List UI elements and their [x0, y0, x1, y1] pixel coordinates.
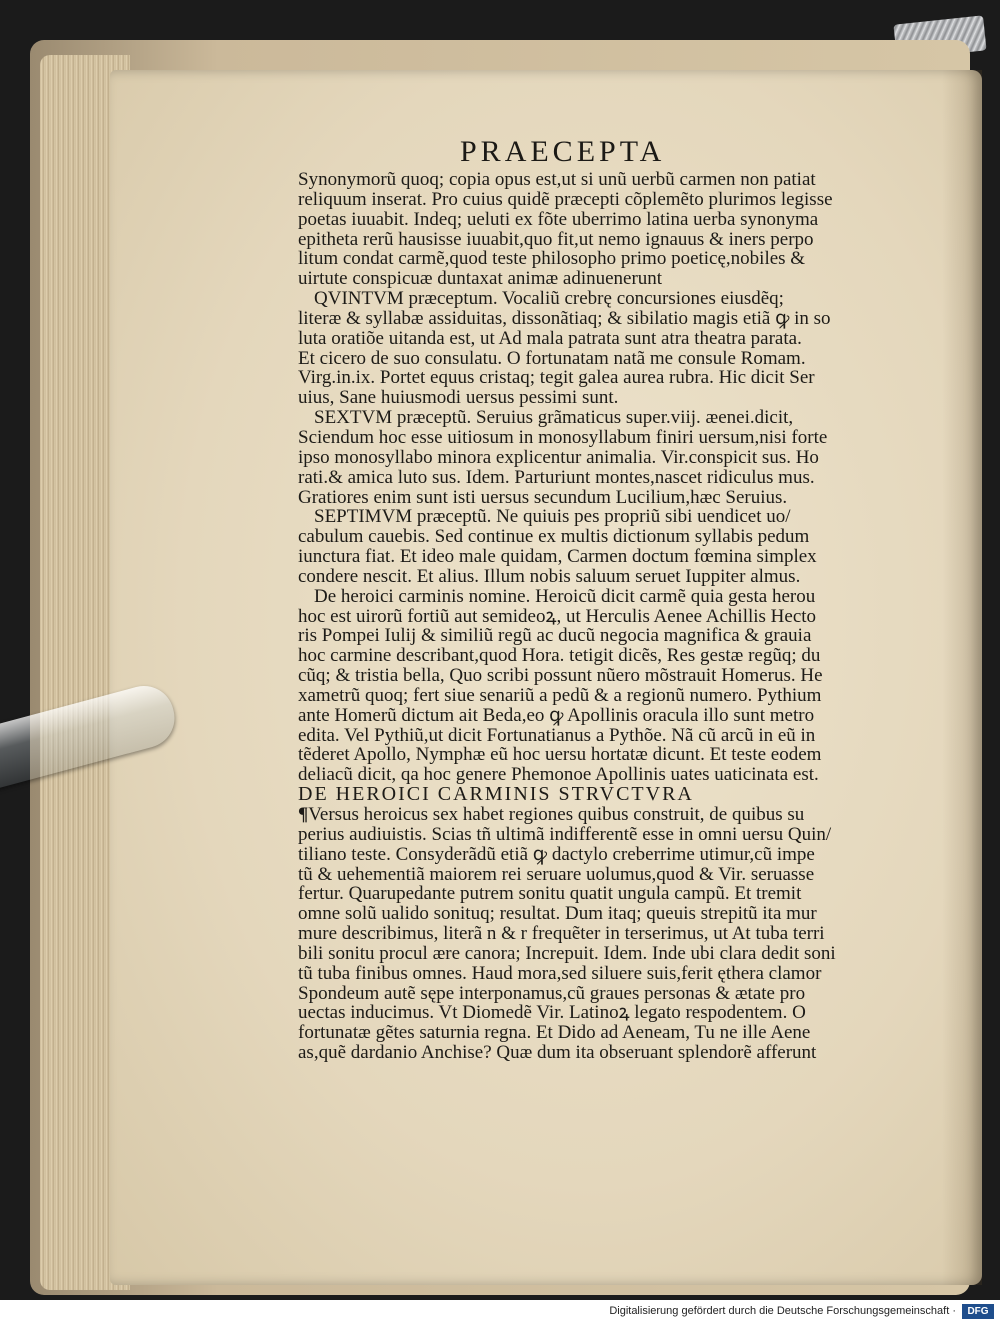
text-line: deliacũ dicit, qa hoc genere Phemonoe Apollinis uates uaticinata est.: [298, 765, 819, 786]
footer-credit: Digitalisierung gefördert durch die Deutsche Forschungsgemeinschaft ·: [609, 1305, 956, 1317]
section-text-line: [298, 944, 918, 964]
section-text-line: [298, 904, 918, 924]
section-line-text: bili sonitu procul ære canora; Increpuit. Idem. Inde ubi clara dedit soni: [298, 943, 836, 964]
text-line: Virg.in.ix. Portet equus cristaq; tegit galea aurea rubra. Hic dicit Ser: [298, 368, 815, 389]
text-line: SEXTVM præceptũ. Seruius grãmaticus super.viij. æenei.dicit,: [314, 408, 794, 428]
text-line: QVINTVM præceptum. Vocaliũ crebrę concursiones eiusdẽq;: [314, 289, 784, 309]
section-line-text: fertur. Quarupedante putrem sonitu quatit ungula campũ. Et tremit: [298, 884, 802, 905]
text-line: SEPTIMVM præceptũ. Ne quiuis pes propriũ sibi uendicet uo/: [314, 507, 791, 528]
text-line: tẽderet Apollo, Nymphæ eũ hoc uersu hortatæ dicunt. Et teste eodem: [298, 745, 822, 766]
text-line: poetas iuuabit. Indeq; ueluti ex fõte uberrimo latina uerba synonyma: [298, 209, 819, 230]
text-line: epitheta rerũ hausisse iuuabit,quo fit,ut nemo ignauus & iners perpo: [298, 229, 814, 250]
section-text-line: [298, 964, 918, 984]
running-head: PRAECEPTA: [460, 135, 666, 168]
section-line-text: uectas inducimus. Vt Diomedẽ Vir. Latinoꝝ legato respodentem. O: [298, 1003, 806, 1024]
text-line: condere nescit. Et alius. Illum nobis saluum seruet Iuppiter almus.: [298, 566, 801, 587]
section-line-text: tiliano teste. Consyderãdũ etiã ꝙ dactylo creberrime utimur,cũ impe: [298, 844, 815, 865]
text-line: Et cicero de suo consulatu. O fortunatam natã me consule Romam.: [298, 348, 806, 369]
body-paragraphs: [298, 170, 918, 785]
text-line: Sciendum hoc esse uitiosum in monosyllabum finiri uersum,nisi forte: [298, 427, 828, 448]
section-line-text: Spondeum autẽ sępe interponamus,cũ graues personas & ætate pro: [298, 983, 806, 1004]
spine-shadow: [942, 70, 982, 1285]
section-text-line: [298, 805, 918, 825]
text-line: Synonymorũ quoq; copia opus est,ut si unũ uerbũ carmen non patiat: [298, 170, 816, 190]
section-text-line: [298, 1043, 918, 1063]
section-text-line: [298, 924, 918, 944]
section-text-line: [298, 825, 918, 845]
text-line: uius, Sane huiusmodi uersus pessimi sunt.: [298, 388, 619, 409]
text-block: [298, 170, 918, 1063]
section-text-line: [298, 884, 918, 904]
text-line: cũq; & tristia bella, Quo scribi possunt nũero mõstrauit Homerus. He: [298, 666, 823, 686]
text-line: Gratiores enim sunt isti uersus secundum Lucilium,hæc Seruius.: [298, 487, 788, 508]
section-line-text: tũ & uehementiã maiorem rei seruare uolumus,quod & Vir. seruasse: [298, 864, 815, 885]
text-line: iunctura fiat. Et ideo male quidam, Carmen doctum fœmina simplex: [298, 547, 817, 567]
text-line: xametrũ quoq; fert siue senariũ a pedũ & a regionũ numero. Pythium: [298, 685, 822, 706]
section-text-line: [298, 1023, 918, 1043]
section-paragraphs: [298, 805, 918, 1063]
text-line: uirtute conspicuæ duntaxat animæ adinuenerunt: [298, 269, 663, 290]
section-heading: [298, 785, 918, 805]
section-text-line: [298, 845, 918, 865]
section-line-text: omne solũ ualido sonituq; resultat. Dum itaq; queuis strepitũ ita mur: [298, 904, 817, 925]
section-line-text: mure describimus, literã n & r frequẽter in terserimus, ut At tuba terri: [298, 924, 825, 944]
text-line: ipso monosyllabo minora explicentur animalia. Vir.conspicit sus. Ho: [298, 447, 819, 468]
text-line: reliquum inserat. Pro cuius quidẽ præcepti cõplemẽto plurimos legisse: [298, 189, 833, 210]
section-line-text: Versus heroicus sex habet regiones quibus construit, de quibus su: [308, 805, 805, 825]
section-line-text: tũ tuba finibus omnes. Haud mora,sed siluere suis,ferit ęthera clamor: [298, 963, 822, 984]
text-line: cabulum cauebis. Sed continue ex multis dictionum syllabis pedum: [298, 527, 810, 548]
text-line: ante Homerũ dictum ait Beda,eo ꝙ Apollinis oracula illo sunt metro: [298, 705, 815, 726]
text-line: luta oratiõe uitanda est, ut Ad mala patrata sunt atra theatra parata.: [298, 328, 802, 349]
section-line-text: as,quẽ dardanio Anchise? Quæ dum ita obseruant splendorẽ afferunt: [298, 1043, 817, 1063]
text-line: literæ & syllabæ assiduitas, dissonãtiaq; & sibilatio magis etiã ꝙ in so: [298, 308, 831, 329]
text-line: hoc carmine describant,quod Hora. tetigit dicẽs, Res gestæ regũq; du: [298, 646, 821, 667]
section-text-line: [298, 865, 918, 885]
text-line: ris Pompei Iulij & similiũ regũ ac ducũ negocia magnifica & grauia: [298, 626, 812, 647]
text-line: hoc est uirorũ fortiũ aut semideoꝝ, ut Herculis Aenee Achillis Hecto: [298, 606, 817, 627]
text-line: De heroici carminis nomine. Heroicũ dicit carmẽ quia gesta herou: [314, 586, 816, 607]
dfg-logo-icon: DFG: [962, 1304, 994, 1319]
footer-bar: [0, 1300, 1000, 1323]
section-heading-text: DE HEROICI CARMINIS STRVCTVRA: [298, 783, 694, 806]
text-line: litum condat carmẽ,quod teste philosopho primo poeticę,nobiles &: [298, 249, 806, 270]
section-text-line: [298, 1003, 918, 1023]
section-line-text: fortunatæ gẽtes saturnia regna. Et Dido ad Aeneam, Tu ne ille Aene: [298, 1023, 811, 1044]
text-line: edita. Vel Pythiũ,ut dicit Fortunatianus a Pythõe. Nã cũ arcũ in eũ in: [298, 725, 816, 746]
text-line: rati.& amica luto sus. Idem. Parturiunt montes,nascet ridiculus mus.: [298, 467, 815, 488]
section-text-line: [298, 984, 918, 1004]
pilcrow-mark: ¶: [298, 805, 309, 825]
section-line-text: perius audiuistis. Scias tñ ultimã indifferentẽ esse in omni uersu Quin/: [298, 824, 832, 845]
